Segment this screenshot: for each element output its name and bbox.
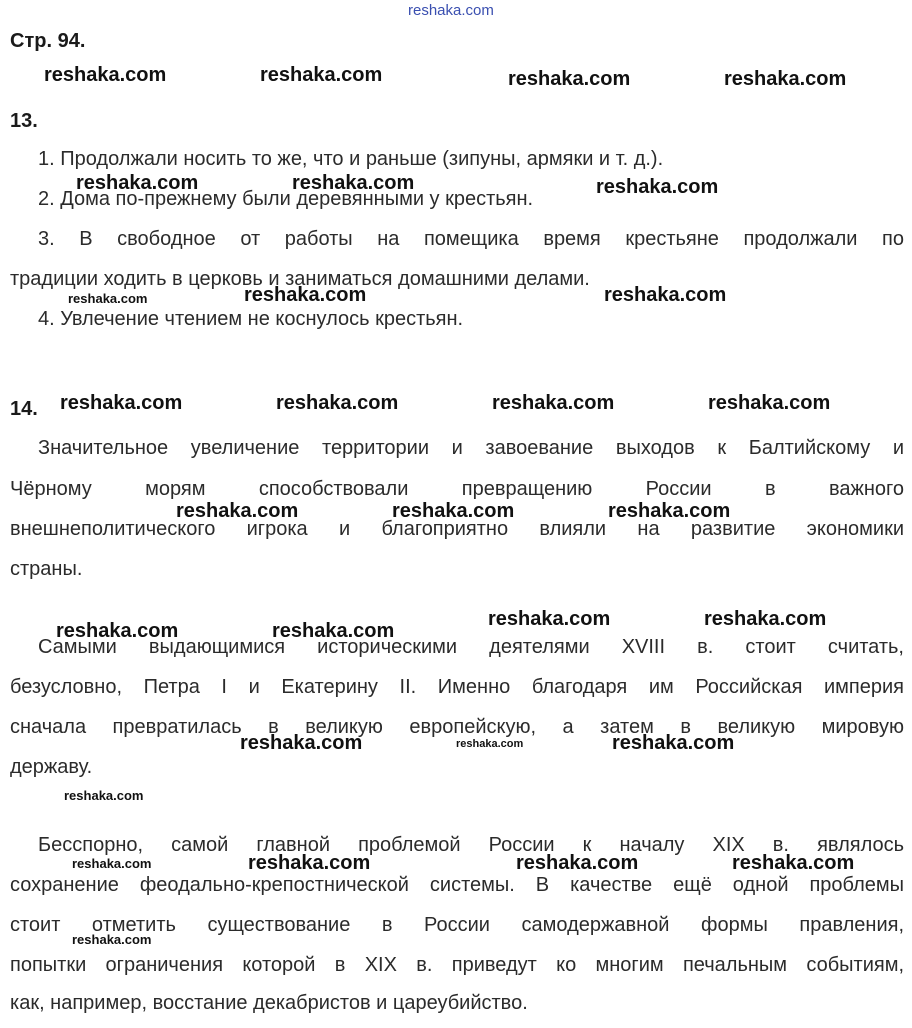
watermark[interactable]: reshaka.com bbox=[608, 500, 731, 522]
task-14-para1-line: страны. bbox=[10, 558, 83, 580]
watermark[interactable]: reshaka.com bbox=[68, 291, 148, 306]
watermark[interactable]: reshaka.com bbox=[292, 172, 415, 194]
watermark[interactable]: reshaka.com bbox=[456, 738, 524, 750]
watermark[interactable]: reshaka.com bbox=[276, 392, 399, 414]
header-watermark[interactable]: reshaka.com bbox=[408, 2, 494, 19]
watermark[interactable]: reshaka.com bbox=[488, 608, 611, 630]
watermark[interactable]: reshaka.com bbox=[604, 284, 727, 306]
task-13-item: 1. Продолжали носить то же, что и раньше (зипуны, армяки и т. д.). bbox=[38, 148, 664, 170]
watermark[interactable]: reshaka.com bbox=[596, 176, 719, 198]
watermark[interactable]: reshaka.com bbox=[732, 852, 855, 874]
watermark[interactable]: reshaka.com bbox=[508, 68, 631, 90]
task-13-item-continuation: традиции ходить в церковь и заниматься домашними делами. bbox=[10, 268, 590, 290]
page-label: Стр. 94. bbox=[10, 30, 86, 52]
task-14-para3-line: попытки ограничения которой в XIX в. приведут ко многим печальным событиям, bbox=[10, 954, 904, 976]
watermark[interactable]: reshaka.com bbox=[724, 68, 847, 90]
task-13-item: 3. В свободное от работы на помещика время крестьяне продолжали по bbox=[38, 228, 904, 250]
task-14-para2-line: безусловно, Петра I и Екатерину II. Именно благодаря им Российская империя bbox=[10, 676, 904, 698]
watermark[interactable]: reshaka.com bbox=[260, 64, 383, 86]
task-14-para3-line: Бесспорно, самой главной проблемой России к началу XIX в. являлось bbox=[38, 834, 904, 856]
task-14-para2-line: державу. bbox=[10, 756, 93, 778]
watermark[interactable]: reshaka.com bbox=[240, 732, 363, 754]
watermark[interactable]: reshaka.com bbox=[244, 284, 367, 306]
watermark[interactable]: reshaka.com bbox=[708, 392, 831, 414]
watermark[interactable]: reshaka.com bbox=[76, 172, 199, 194]
task-13-item: 4. Увлечение чтением не коснулось крестьян. bbox=[38, 308, 464, 330]
watermark[interactable]: reshaka.com bbox=[272, 620, 395, 642]
watermark[interactable]: reshaka.com bbox=[392, 500, 515, 522]
watermark[interactable]: reshaka.com bbox=[64, 788, 144, 803]
watermark[interactable]: reshaka.com bbox=[704, 608, 827, 630]
watermark[interactable]: reshaka.com bbox=[248, 852, 371, 874]
task-14-para3-line: стоит отметить существование в России самодержавной формы правления, bbox=[10, 914, 904, 936]
watermark[interactable]: reshaka.com bbox=[176, 500, 299, 522]
task-14-para1-line: Значительное увеличение территории и завоевание выходов к Балтийскому и bbox=[38, 437, 904, 459]
watermark[interactable]: reshaka.com bbox=[72, 932, 152, 947]
watermark[interactable]: reshaka.com bbox=[60, 392, 183, 414]
task-13-item: 2. Дома по-прежнему были деревянными у крестьян. bbox=[38, 188, 534, 210]
watermark[interactable]: reshaka.com bbox=[612, 732, 735, 754]
watermark[interactable]: reshaka.com bbox=[44, 64, 167, 86]
watermark[interactable]: reshaka.com bbox=[72, 856, 152, 871]
task-14-para3-line: сохранение феодально-крепостнической системы. В качестве ещё одной проблемы bbox=[10, 874, 904, 896]
task-14-para2-line: Самыми выдающимися историческими деятелями XVIII в. стоит считать, bbox=[38, 636, 904, 658]
watermark[interactable]: reshaka.com bbox=[516, 852, 639, 874]
task-14-number: 14. bbox=[10, 398, 38, 420]
task-14-para1-line: внешнеполитического игрока и благоприятно влияли на развитие экономики bbox=[10, 518, 904, 540]
task-14-para1-line: Чёрному морям способствовали превращению России в важного bbox=[10, 478, 904, 500]
task-14-para2-line: сначала превратилась в великую европейскую, а затем в великую мировую bbox=[10, 716, 904, 738]
task-13-number: 13. bbox=[10, 110, 38, 132]
watermark[interactable]: reshaka.com bbox=[56, 620, 179, 642]
watermark[interactable]: reshaka.com bbox=[492, 392, 615, 414]
task-14-para3-line: как, например, восстание декабристов и цареубийство. bbox=[10, 992, 528, 1014]
